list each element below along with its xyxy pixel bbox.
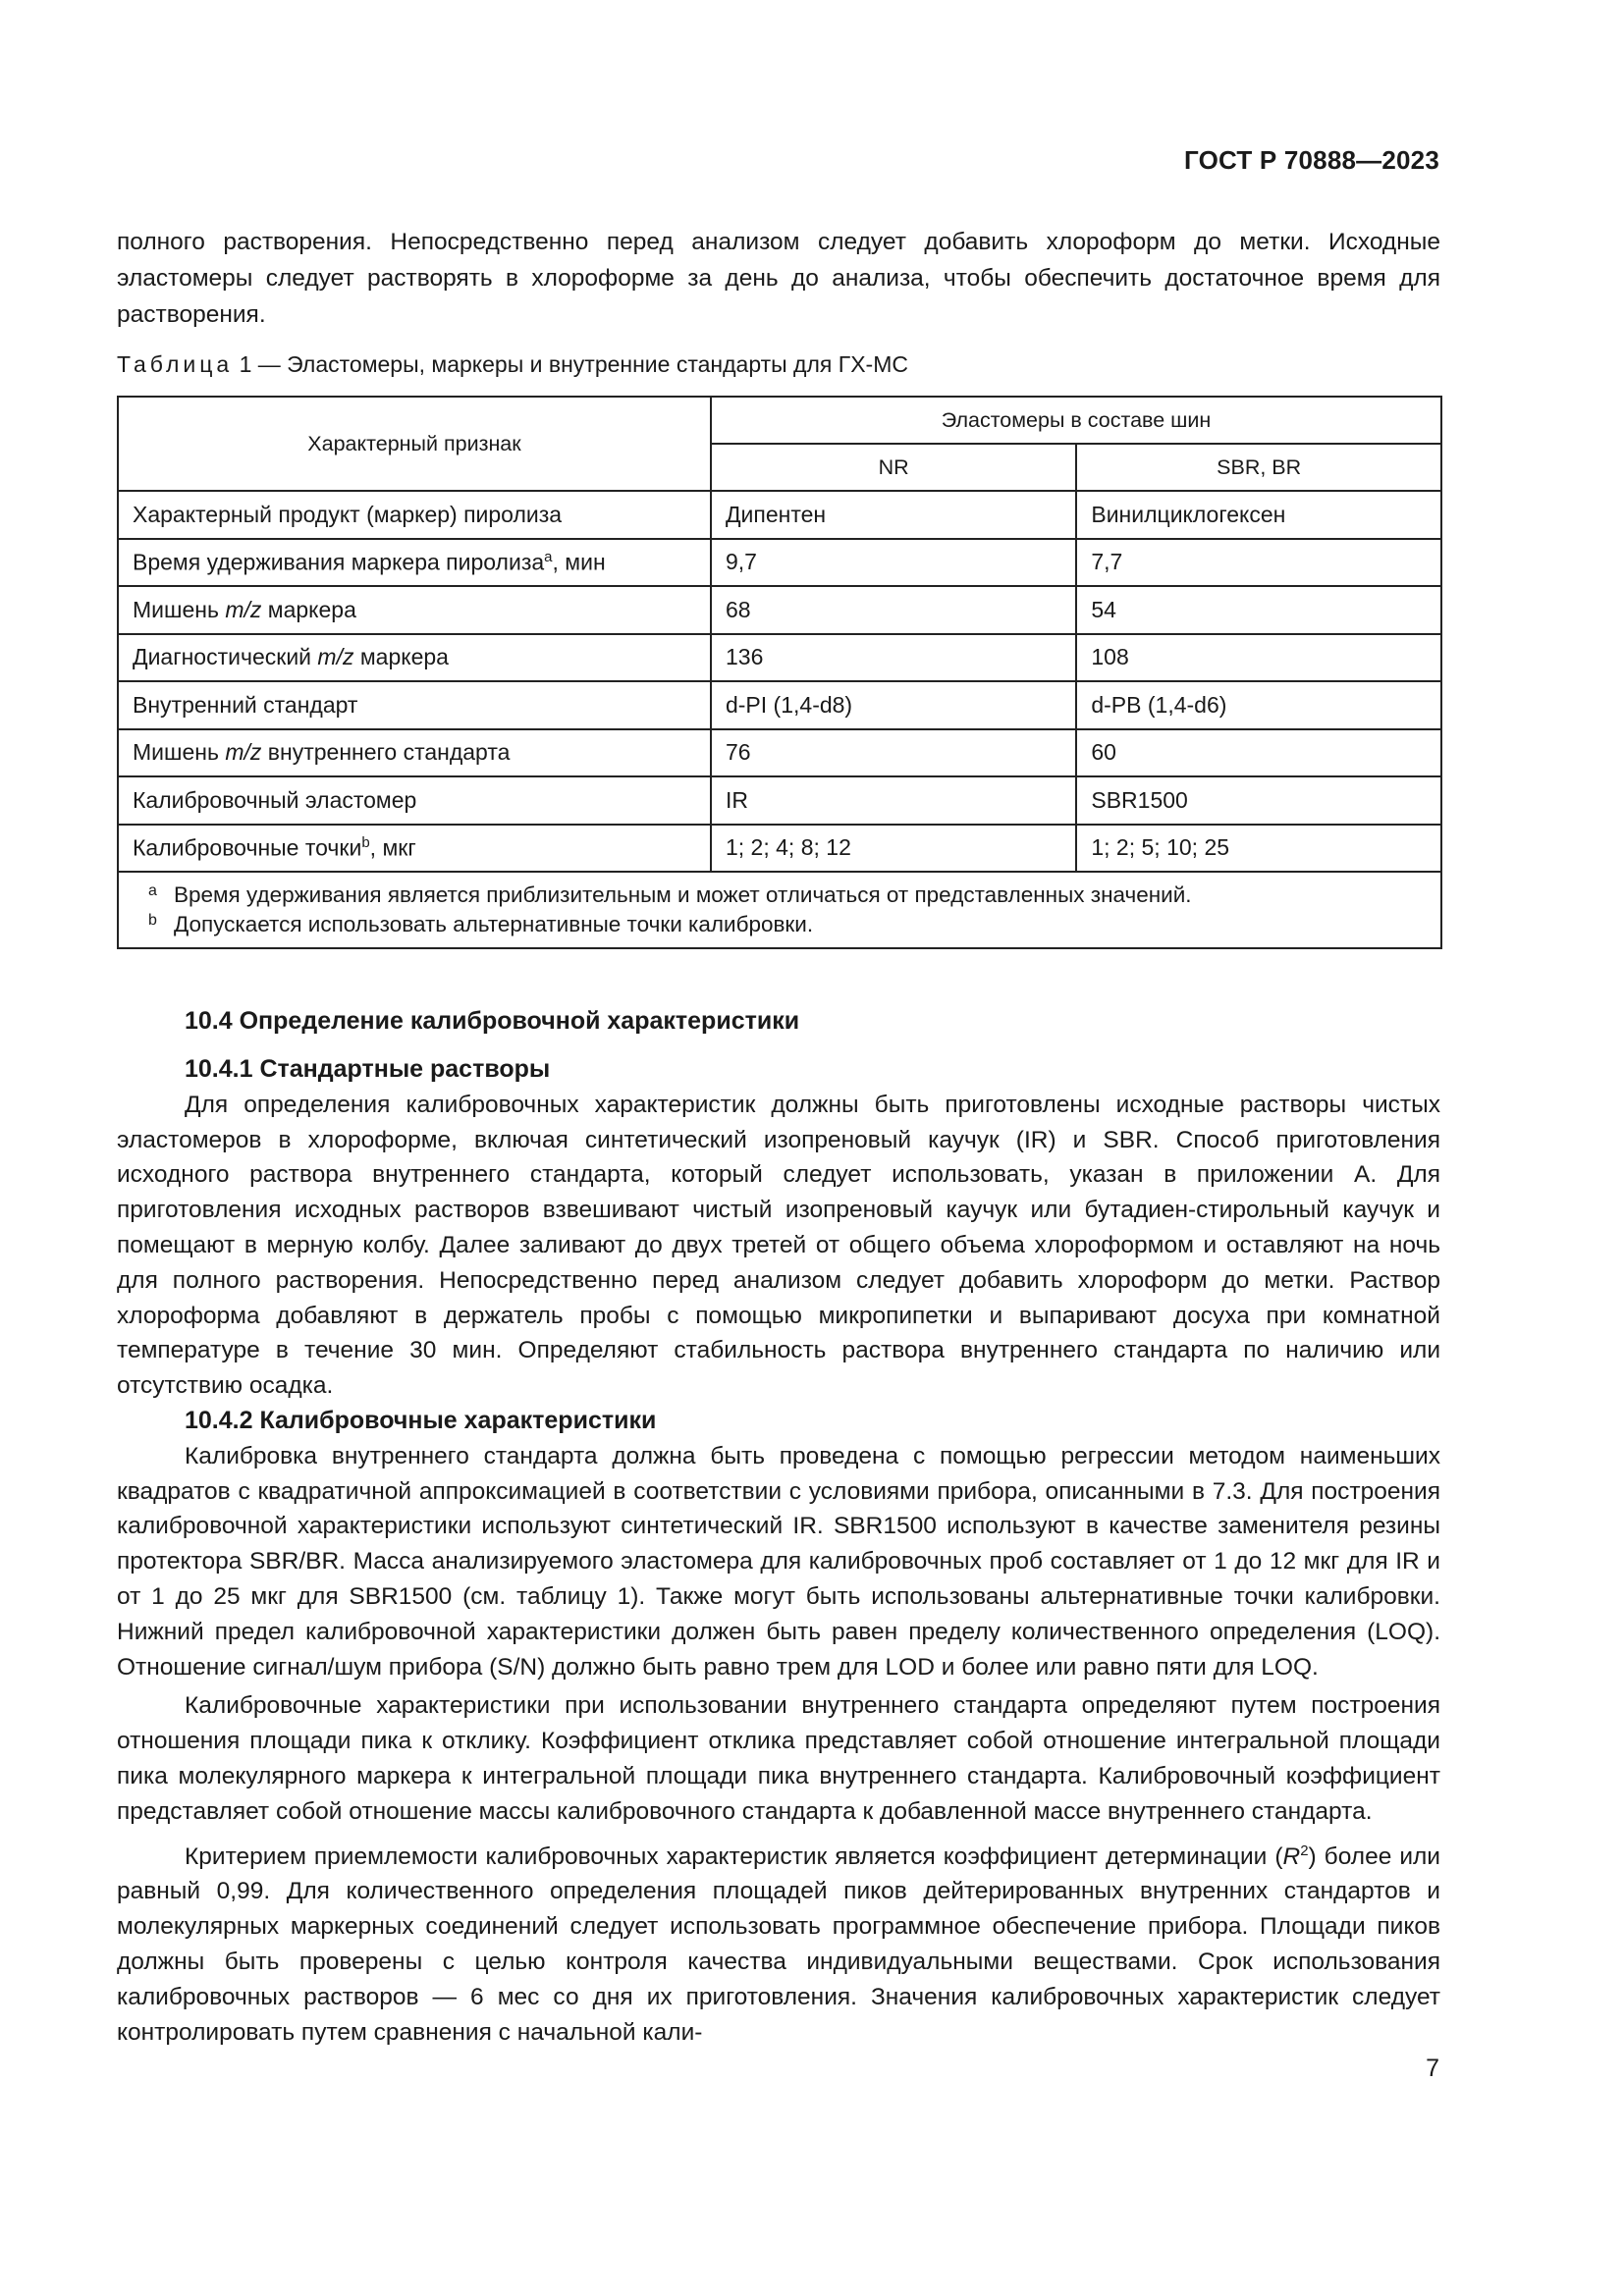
table-row [118,586,1441,634]
row-sbr: 1; 2; 5; 10; 25 [1076,825,1441,873]
row-feature: Калибровочные точки$^b$, мкг [118,825,711,873]
table-footnotes [118,872,1441,948]
section-10-4-1-title: 10.4.1 Стандартные растворы [185,1055,551,1083]
section-10-4-2-p1: Калибровка внутреннего стандарта должна быть проведена с помощью регрессии методом наименьших квадратов с квадратичной аппроксимацией в соответствии с условиями прибора, описанными в 7.3. Для построения калибровочной характеристики используют синтетический IR. SBR1500 используют в качестве заменителя резины протектора SBR/BR. Масса анализируемого эластомера для калибровочных проб составляет от 1 до 12 мкг для IR и от 1 до 25 мкг для SBR1500 (см. таблицу 1). Также могут быть использованы альтернативные точки калибровки. Нижний предел калибровочной характеристики должен быть равен пределу количественного определения (LOQ). Отношение сигнал/шум прибора (S/N) должно быть равно трем для LOD и более или равно пяти для LOQ. [117,1442,1440,1681]
row-sbr: SBR1500 [1076,776,1441,825]
row-nr: 9,7 [711,539,1076,587]
row-feature: Мишень m/z маркера [118,586,711,634]
row-nr: 136 [711,634,1076,682]
table-row [118,681,1441,729]
footnote-a: a Время удерживания является приблизительным и может отличаться от представленных значений. [148,882,1192,907]
intro-paragraph: полного растворения. Непосредственно перед анализом следует добавить хлороформ до метки. Исходные эластомеры следует растворять в хлороформе за день до анализа, чтобы обеспечить достаточное время для растворения. [117,229,1440,328]
section-10-4-2-title: 10.4.2 Калибровочные характеристики [185,1406,657,1434]
row-sbr: 7,7 [1076,539,1441,587]
row-nr: d-PI (1,4-d8) [711,681,1076,729]
row-feature: Время удерживания маркера пиролиза$^a$, мин [118,539,711,587]
row-sbr: 108 [1076,634,1441,682]
row-sbr: 54 [1076,586,1441,634]
section-10-4-2-p2: Калибровочные характеристики при использовании внутреннего стандарта определяют путем построения отношения площади пика к отклику. Коэффициент отклика представляет собой отношение интегральной площади пика молекулярного маркера к интегральной площади пика внутреннего стандарта. Калибровочный коэффициент представляет собой отношение массы калибровочного стандарта к добавленной массе внутреннего стандарта. [117,1692,1440,1825]
row-feature: Диагностический m/z маркера [118,634,711,682]
table-caption-label: Таблица [117,351,234,377]
row-feature: Калибровочный эластомер [118,776,711,825]
table-caption-text: 1 — Эластомеры, маркеры и внутренние стандарты для ГХ-МС [239,351,908,377]
table-row [118,776,1441,825]
row-nr: IR [711,776,1076,825]
row-feature: Внутренний стандарт [118,681,711,729]
table-row [118,729,1441,777]
document-header: ГОСТ Р 70888—2023 [1184,145,1439,175]
row-nr: 1; 2; 4; 8; 12 [711,825,1076,873]
row-sbr: Винилциклогексен [1076,491,1441,539]
table-footnotes-row [118,872,1441,948]
table-row [118,634,1441,682]
col-header-feature: Характерный признак [118,397,711,491]
col-header-group: Эластомеры в составе шин [711,397,1441,444]
table-row [118,491,1441,539]
section-10-4-2-p3: Критерием приемлемости калибровочных характеристик является коэффициент детерминации $(R^2)$ более или равный 0,99. Для количественного определения площадей пиков дейтерированных внутренних стандартов и молекулярных маркерных соединений следует использовать программное обеспечение прибора. Площади пиков должны быть проверены с целью контроля качества индивидуальными веществами. Срок использования калибровочных растворов — 6 мес со дня их приготовления. Значения калибровочных характеристик следует контролировать путем сравнения с начальной кали- [117,1842,1440,2046]
row-nr: 68 [711,586,1076,634]
table-row [118,825,1441,873]
row-sbr: d-PB (1,4-d6) [1076,681,1441,729]
section-10-4-1 [117,1052,1440,2050]
footnote-b: b Допускается использовать альтернативные точки калибровки. [148,912,814,936]
table-row [118,539,1441,587]
section-10-4-1-text: Для определения калибровочных характеристик должны быть приготовлены исходные растворы чистых эластомеров в хлороформе, включая синтетический изопреновый каучук (IR) и SBR. Способ приготовления исходного раствора внутреннего стандарта, который следует использовать, указан в приложении А. Для приготовления исходных растворов взвешивают чистый изопреновый каучук или бутадиен-стирольный каучук и помещают в мерную колбу. Далее заливают до двух третей от общего объема хлороформом и оставляют на ночь для полного растворения. Непосредственно перед анализом следует добавить хлороформ до метки. Раствор хлороформа добавляют в держатель пробы с помощью микропипетки и выпаривают досуха при комнатной температуре в течение 30 мин. Определяют стабильность раствора внутреннего стандарта по наличию или отсутствию осадка. [117,1091,1440,1400]
row-feature: Характерный продукт (маркер) пиролиза [118,491,711,539]
col-header-nr: NR [711,444,1076,491]
page-number: 7 [1426,2055,1439,2082]
row-nr: Дипентен [711,491,1076,539]
section-10-4-title: 10.4 Определение калибровочной характеристики [185,1007,800,1035]
table-caption [117,351,908,378]
row-sbr: 60 [1076,729,1441,777]
row-nr: 76 [711,729,1076,777]
elastomers-table [117,396,1442,949]
row-feature: Мишень m/z внутреннего стандарта [118,729,711,777]
col-header-sbr: SBR, BR [1076,444,1441,491]
